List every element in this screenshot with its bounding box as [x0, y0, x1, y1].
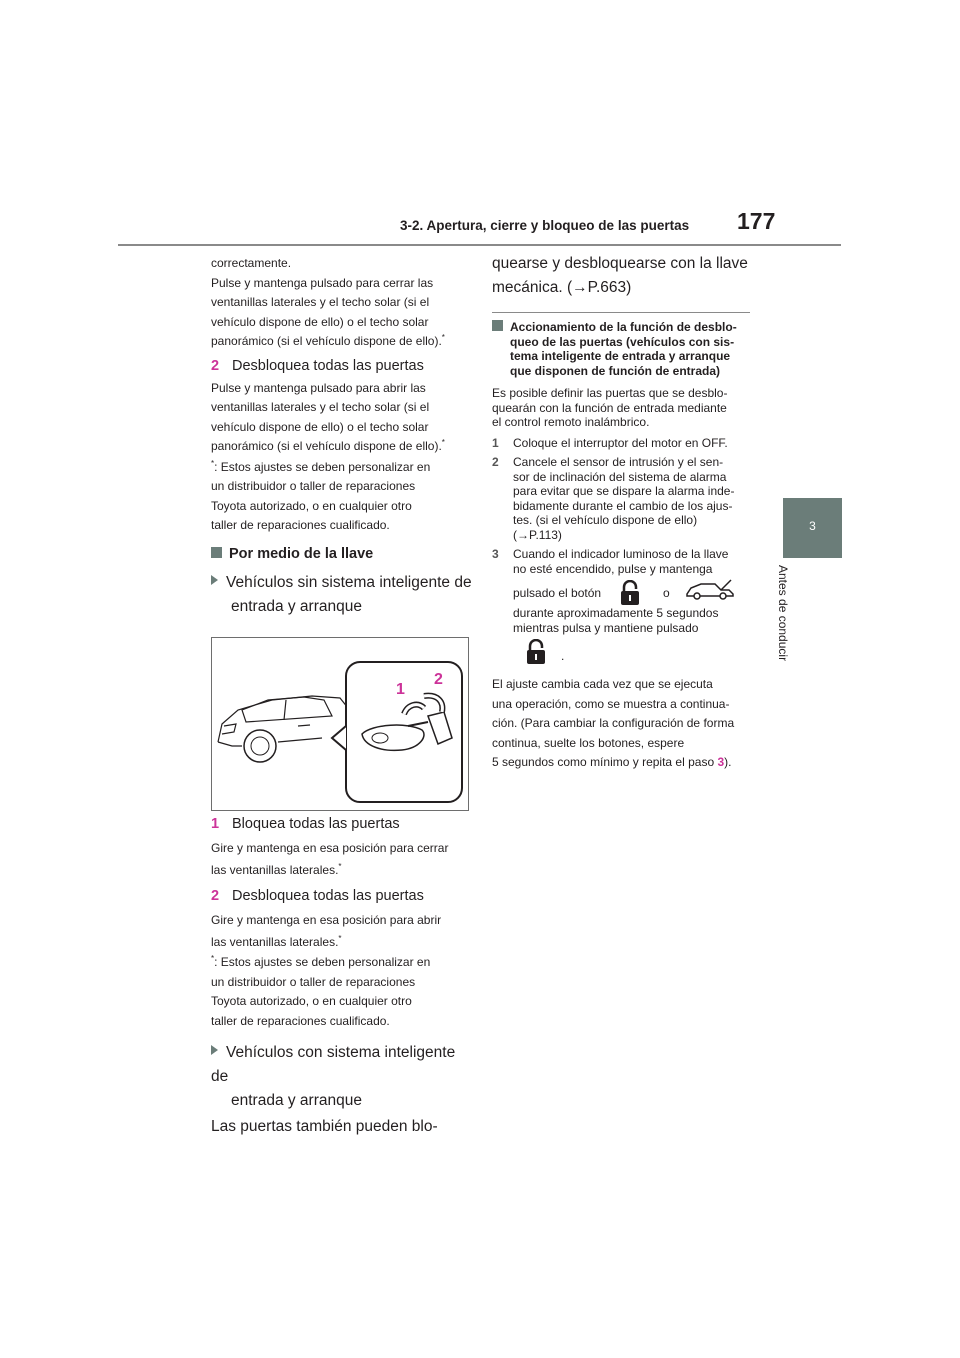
footnote-marker: *	[338, 933, 342, 943]
function-heading	[492, 320, 757, 378]
final-line: ción. (Para cambiar la configuración de forma	[492, 716, 735, 730]
section-heading	[211, 544, 473, 565]
chapter-label-text: Antes de conducir	[776, 565, 790, 662]
heading-line: queo de las puertas (vehículos con sis-	[510, 334, 735, 349]
step-3	[492, 547, 757, 669]
car-door-key-illustration	[212, 638, 468, 810]
header-divider	[118, 244, 841, 246]
step-line: durante aproximadamente 5 segundos	[513, 606, 719, 620]
closing-line: Las puertas también pueden blo-	[211, 1118, 438, 1135]
footnote-line: un distribuidor o taller de reparaciones	[211, 479, 416, 493]
lock-button-icon	[619, 580, 641, 606]
step-line: tes. (si el vehículo dispone de ello)	[513, 513, 698, 527]
chapter-label	[776, 565, 794, 690]
item-number: 1	[211, 816, 220, 832]
button-line	[513, 586, 757, 606]
intro-line	[211, 332, 473, 352]
or-text: o	[663, 586, 670, 600]
step-2-line: vehículo dispone de ello) o el techo solar	[211, 419, 429, 434]
item-number: 2	[211, 888, 220, 904]
footnote-marker: *	[211, 458, 215, 468]
step-line: mientras pulsa y mantiene pulsado	[513, 620, 699, 635]
footnote-marker: *	[338, 861, 342, 871]
intro-line: Es posible definir las puertas que se desblo-	[492, 386, 728, 400]
footnote	[211, 953, 473, 1031]
figure-label-1: 1	[396, 681, 405, 698]
step-number: 3	[492, 547, 499, 561]
intro-line: correctamente.	[211, 256, 292, 270]
square-bullet-icon	[211, 547, 222, 558]
lock-line	[513, 647, 757, 669]
step-reference: 3	[717, 755, 725, 769]
figure-label-2: 2	[434, 671, 443, 688]
item-1-line: Gire y mantenga en esa posición para cerrar	[211, 841, 449, 855]
item-1-heading	[211, 814, 473, 835]
footnote-marker: *	[441, 333, 445, 342]
step-text: Coloque el interruptor del motor en OFF.	[513, 435, 728, 450]
step-line: (→P.113)	[513, 527, 562, 542]
intro-line: ventanillas laterales y el techo solar (si el	[211, 295, 430, 309]
sub-heading-line: entrada y arranque	[231, 597, 362, 615]
footnote-line	[211, 953, 473, 973]
sub-heading-text: Vehículos con sistema inteligente de	[211, 1044, 456, 1085]
sub-heading-line: entrada y arranque	[231, 1092, 362, 1109]
final-paragraph	[492, 675, 757, 773]
wheel	[244, 730, 276, 762]
heading-line: tema inteligente de entrada y arranque	[510, 349, 731, 363]
step-number: 2	[211, 357, 220, 374]
step-line: Cuando el indicador luminoso de la llave	[513, 547, 729, 561]
button-text: pulsado el botón	[513, 586, 602, 600]
footnote-line: taller de reparaciones cualificado.	[211, 518, 390, 532]
heading-line	[492, 320, 757, 335]
footnote-marker: *	[211, 954, 215, 963]
final-line	[492, 753, 757, 773]
footnote-marker: *	[441, 438, 445, 447]
step-2	[492, 455, 757, 542]
left-column-lower	[211, 814, 473, 1139]
item-1-text: las ventanillas laterales.	[211, 862, 339, 877]
footnote-line: Toyota autorizado, o en cualquier otro	[211, 994, 412, 1008]
item-2-line: Gire y mantenga en esa posición para abrir	[211, 913, 442, 927]
lock-button-icon	[525, 639, 547, 665]
step-2-text: panorámico (si el vehículo dispone de ello).	[211, 439, 442, 453]
intro-line: quearán con la función de entrada mediante	[492, 400, 727, 415]
chapter-number: 3	[809, 519, 816, 533]
final-line: continua, suelte los botones, espere	[492, 735, 685, 750]
heading-text: Accionamiento de la función de desblo-	[510, 320, 737, 334]
step-title: Desbloquea todas las puertas	[232, 357, 424, 374]
intro-line: Pulse y mantenga pulsado para cerrar las	[211, 275, 434, 290]
footnote-line: un distribuidor o taller de reparaciones	[211, 974, 416, 989]
sub-heading	[211, 571, 473, 595]
step-line: bidamente durante el cambio de los ajus-	[513, 498, 733, 513]
final-text: 5 segundos como mínimo y repita el paso	[492, 755, 715, 769]
step-line: no esté encendido, pulse y mantenga	[513, 561, 713, 576]
item-2-heading	[211, 886, 473, 907]
section-title: 3-2. Apertura, cierre y bloqueo de las puertas	[400, 218, 690, 233]
footnote	[211, 458, 473, 536]
footnote-line: taller de reparaciones cualificado.	[211, 1013, 390, 1028]
intro-text: panorámico (si el vehículo dispone de ello).	[211, 334, 442, 348]
step-2-line: ventanillas laterales y el techo solar (si el	[211, 400, 430, 414]
step-number: 1	[492, 435, 499, 450]
triangle-bullet-icon	[211, 575, 218, 585]
right-column-section	[492, 320, 757, 773]
step-2-line: Pulse y mantenga pulsado para abrir las	[211, 380, 426, 395]
page-number: 177	[737, 208, 776, 234]
section-heading-text: Por medio de la llave	[229, 545, 374, 562]
right-column	[492, 252, 757, 300]
footnote-text: : Estos ajustes se deben personalizar en	[214, 459, 431, 474]
sub-heading	[211, 1041, 473, 1089]
step-number: 2	[492, 455, 499, 469]
zoom-pointer	[332, 726, 346, 750]
continuation-line: mecánica. (→P.663)	[492, 279, 632, 296]
intro-line: el control remoto inalámbrico.	[492, 415, 650, 429]
step-2-line	[211, 437, 473, 457]
item-2-line	[211, 933, 473, 953]
triangle-bullet-icon	[211, 1045, 218, 1055]
item-2-text: las ventanillas laterales.	[211, 934, 339, 949]
step-line: Cancele el sensor de intrusión y el sen-	[513, 455, 724, 469]
car-outline	[218, 696, 348, 746]
step-line: para evitar que se dispare la alarma inde-	[513, 484, 735, 498]
final-tail: ).	[724, 755, 732, 769]
item-title: Desbloquea todas las puertas	[232, 888, 424, 904]
final-line: El ajuste cambia cada vez que se ejecuta	[492, 677, 713, 691]
step-2-heading	[211, 356, 473, 377]
chapter-tab	[783, 498, 842, 558]
step-line: sor de inclinación del sistema de alarma	[513, 469, 727, 484]
item-title: Bloquea todas las puertas	[232, 816, 400, 832]
period-text: .	[561, 649, 565, 663]
intro-paragraph	[492, 386, 757, 430]
item-1-line	[211, 861, 473, 881]
continuation-line: quearse y desbloquearse con la llave	[492, 255, 748, 272]
key-diagram	[211, 637, 469, 811]
step-1	[492, 436, 757, 451]
section-divider	[492, 312, 750, 313]
square-bullet-icon	[492, 320, 503, 331]
heading-line: que disponen de función de entrada)	[510, 363, 721, 378]
intro-line: vehículo dispone de ello) o el techo solar	[211, 314, 429, 329]
final-line: una operación, como se muestra a continua-	[492, 696, 730, 711]
footnote-line: Toyota autorizado, o en cualquier otro	[211, 498, 412, 513]
footnote-line	[211, 458, 473, 478]
footnote-text: : Estos ajustes se deben personalizar en	[214, 955, 431, 969]
sub-heading-text: Vehículos sin sistema inteligente de	[226, 573, 472, 591]
open-door-car-icon	[685, 578, 737, 600]
left-column	[211, 254, 473, 619]
